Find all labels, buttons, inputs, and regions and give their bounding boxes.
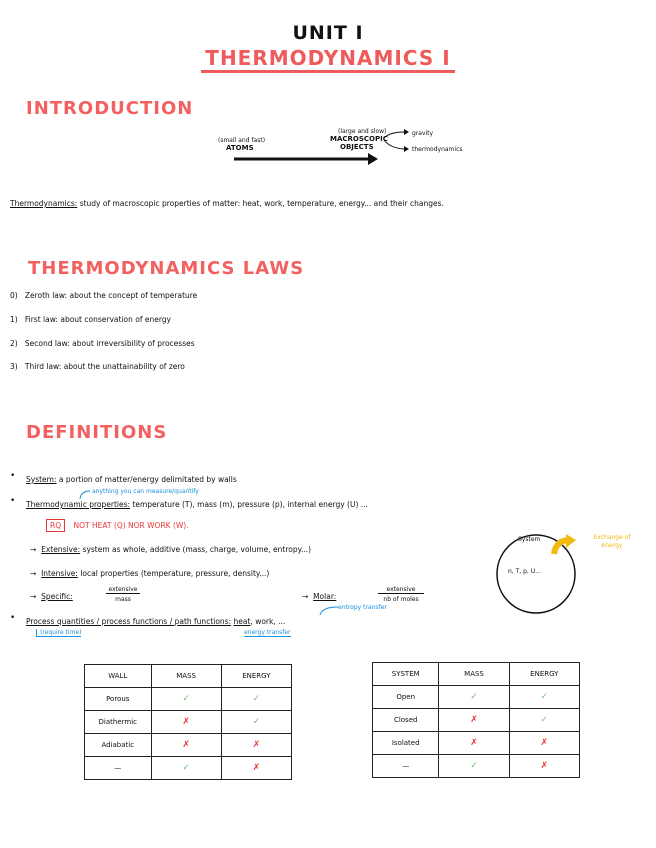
tp-annotation: anything you can measure/quantify (92, 488, 199, 495)
table-header: WALL (85, 665, 152, 688)
table-row (85, 711, 292, 734)
molar-numerator: extensive (378, 586, 424, 594)
objects-label-1: MACROSCOPIC (330, 135, 388, 143)
atoms-note: (small and fast) (218, 137, 266, 144)
pq-rest: , work, ... (250, 617, 286, 626)
check-icon: ✓ (221, 711, 291, 734)
law-number: 2) (10, 339, 18, 348)
law-text: about the unattainability of zero (63, 362, 185, 371)
definitions-heading: DEFINITIONS (26, 422, 168, 443)
table-row (85, 665, 292, 688)
entropy-transfer-note: entropy transfer (338, 604, 387, 611)
atoms-to-objects-arrow (230, 152, 380, 166)
thermodynamics-text: study of macroscopic properties of matter: heat, work, temperature, energy... and their changes. (79, 199, 444, 208)
table-row (373, 732, 580, 755)
laws-heading: THERMODYNAMICS LAWS (28, 258, 305, 279)
arrow-icon: → (30, 545, 37, 554)
cross-icon: ✗ (151, 734, 221, 757)
intensive-text: local properties (temperature, pressure, density...) (80, 569, 270, 578)
table-row (85, 734, 292, 757)
arrow-icon: → (30, 569, 37, 578)
tp-term: Thermodynamic properties: (26, 500, 131, 509)
table-cell: Adiabatic (85, 734, 152, 757)
bullet-dot: • (10, 471, 16, 481)
thermodynamics-definition (10, 199, 444, 208)
require-time-note: (require time) (36, 629, 81, 637)
check-icon: ✓ (439, 755, 509, 778)
cross-icon: ✗ (509, 732, 579, 755)
law-item (10, 362, 185, 371)
cross-icon: ✗ (221, 757, 291, 780)
system-table (372, 662, 580, 778)
rq-text: NOT HEAT (Q) NOR WORK (W). (73, 521, 189, 530)
law-text: about irreversibility of processes (72, 339, 195, 348)
extensive-definition (30, 545, 311, 554)
system-text: a portion of matter/energy delimitated by walls (58, 475, 237, 484)
law-item (10, 291, 197, 300)
table-cell: — (85, 757, 152, 780)
exchange-arrow-icon (550, 534, 578, 562)
thermo-properties-definition (26, 500, 368, 509)
cross-icon: ✗ (151, 711, 221, 734)
check-icon: ✓ (509, 709, 579, 732)
specific-denominator: mass (115, 596, 131, 603)
law-number: 0) (10, 291, 18, 300)
table-cell: Diathermic (85, 711, 152, 734)
table-row (373, 755, 580, 778)
introduction-heading: INTRODUCTION (26, 98, 194, 119)
bullet-dot: • (10, 613, 16, 623)
check-icon: ✓ (151, 757, 221, 780)
energy-transfer-note: energy transfer (244, 629, 291, 636)
cross-icon: ✗ (439, 709, 509, 732)
table-cell: Closed (373, 709, 439, 732)
extensive-text: system as whole, additive (mass, charge, volume, entropy...) (82, 545, 312, 554)
bullet-dot: • (10, 496, 16, 506)
table-row (85, 757, 292, 780)
law-number: 1) (10, 315, 18, 324)
intensive-term: Intensive: (41, 569, 78, 578)
system-definition (26, 475, 237, 484)
annotation-arrow (78, 488, 92, 500)
table-header: ENERGY (509, 663, 579, 686)
pq-term: Process quantities / process functions / path functions: (26, 617, 232, 626)
arrow-icon: → (302, 592, 309, 601)
tp-text: temperature (T), mass (m), pressure (p), internal energy (U) ... (132, 500, 368, 509)
exchange-label-1: Exchange of (593, 534, 631, 541)
circle-variables: n, T, p, U... (508, 568, 541, 575)
cross-icon: ✗ (509, 755, 579, 778)
objects-note: (large and slow) (338, 128, 387, 135)
table-cell: Porous (85, 688, 152, 711)
exchange-label-2: energy (601, 542, 623, 549)
table-cell: Open (373, 686, 439, 709)
subject-title-text: THERMODYNAMICS I (201, 46, 454, 73)
cross-icon: ✗ (439, 732, 509, 755)
rq-label: RQ (46, 519, 65, 532)
extensive-term: Extensive: (41, 545, 81, 554)
unit-title: UNIT I (292, 22, 364, 44)
law-name: Second law: (24, 339, 70, 348)
law-item (10, 315, 171, 324)
check-icon: ✓ (221, 688, 291, 711)
table-cell: Isolated (373, 732, 439, 755)
pq-heat: heat (233, 617, 251, 626)
table-row (373, 709, 580, 732)
atoms-label: ATOMS (226, 144, 254, 152)
check-icon: ✓ (439, 686, 509, 709)
entropy-annotation-arrow (318, 604, 340, 616)
thermodynamics-label: thermodynamics (412, 146, 463, 153)
law-text: about the concept of temperature (69, 291, 198, 300)
molar-term: Molar: (313, 592, 337, 601)
intensive-definition (30, 569, 269, 578)
objects-label-2: OBJECTS (340, 143, 374, 151)
process-quantities-definition (26, 617, 285, 626)
table-header: MASS (439, 663, 509, 686)
table-row (373, 686, 580, 709)
molar-definition (302, 592, 336, 601)
rq-note (46, 521, 189, 530)
law-number: 3) (10, 362, 18, 371)
specific-numerator: extensive (106, 586, 140, 594)
table-header: MASS (151, 665, 221, 688)
law-name: Zeroth law: (24, 291, 68, 300)
table-row (85, 688, 292, 711)
wall-table (84, 664, 292, 780)
branch-arrows (382, 128, 412, 154)
table-row (373, 663, 580, 686)
system-term: System: (26, 475, 57, 484)
subject-title (0, 46, 656, 70)
specific-term: Specific: (41, 592, 73, 601)
table-header: ENERGY (221, 665, 291, 688)
specific-definition (30, 592, 73, 601)
check-icon: ✓ (509, 686, 579, 709)
molar-denominator: nb of moles (383, 596, 419, 603)
arrow-icon: → (30, 592, 37, 601)
law-item (10, 339, 195, 348)
law-text: about conservation of energy (60, 315, 171, 324)
law-name: First law: (24, 315, 58, 324)
circle-system-label: System (518, 536, 541, 543)
cross-icon: ✗ (221, 734, 291, 757)
table-header: SYSTEM (373, 663, 439, 686)
table-cell: — (373, 755, 439, 778)
check-icon: ✓ (151, 688, 221, 711)
law-name: Third law: (24, 362, 62, 371)
thermodynamics-term: Thermodynamics: (10, 199, 78, 208)
gravity-label: gravity (412, 130, 434, 137)
